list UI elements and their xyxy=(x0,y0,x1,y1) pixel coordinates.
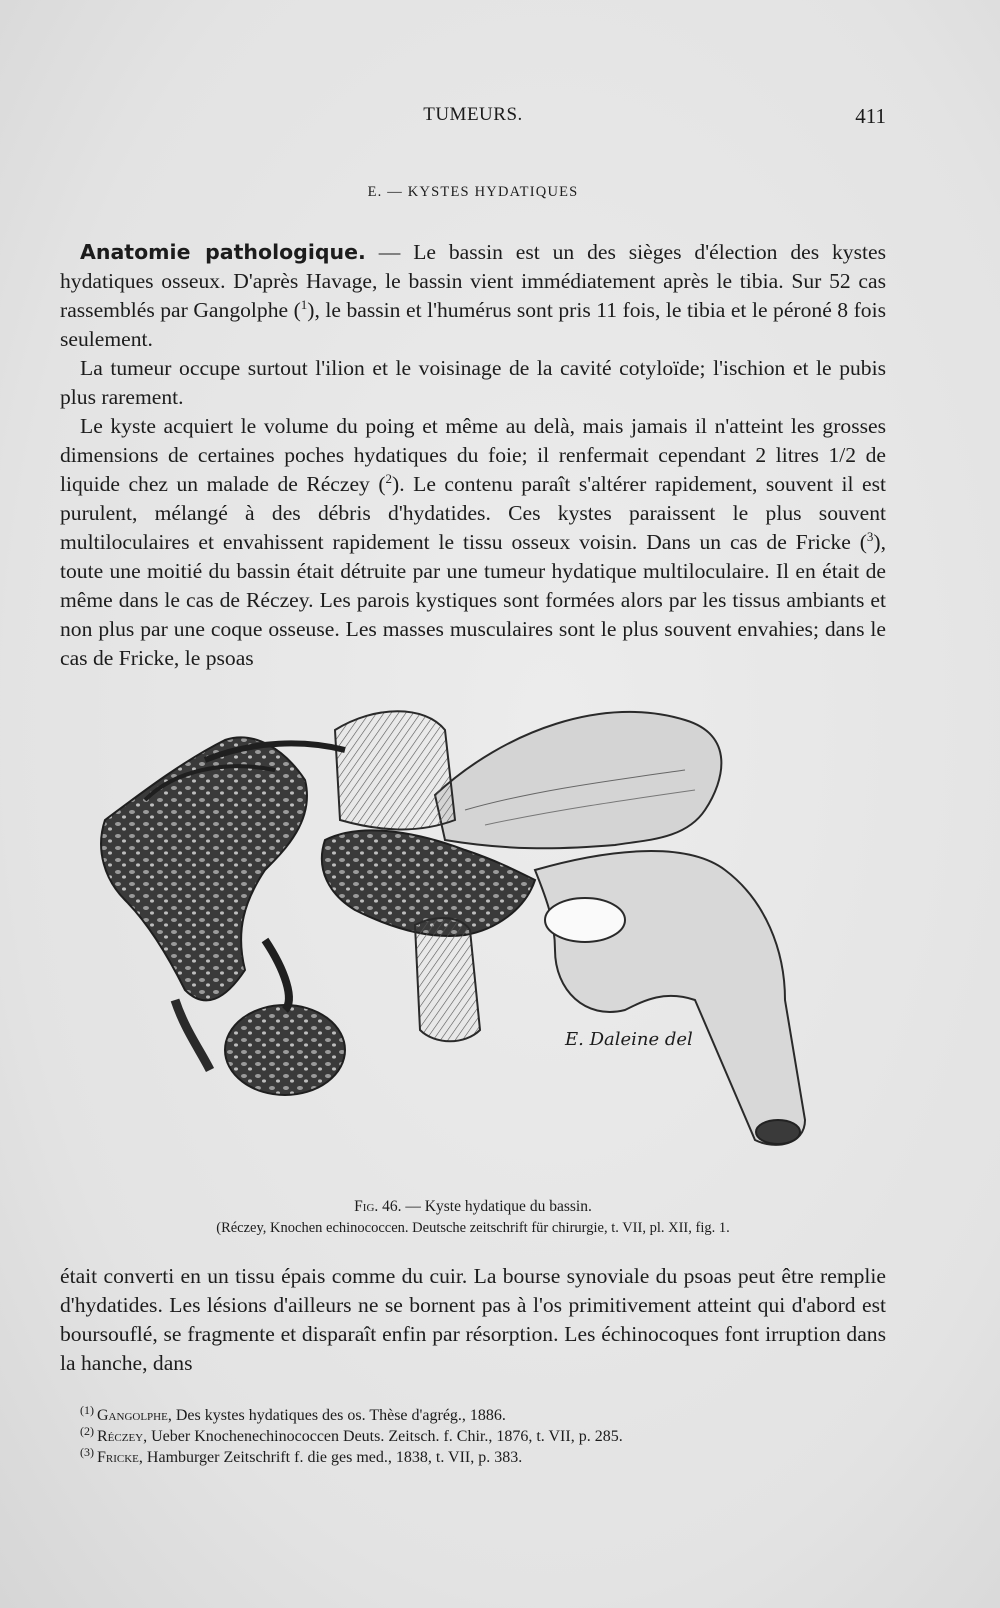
footnote-author: Gangolphe, xyxy=(97,1407,172,1424)
footnote-marker-number: 2 xyxy=(84,1423,90,1438)
footnote-2 xyxy=(80,1423,886,1447)
footnote-text: Hamburger Zeitschrift f. die ges med., 1838, t. VII, p. 383. xyxy=(142,1449,523,1466)
footnote-ref-1: 1 xyxy=(300,296,308,312)
sacrum-shape xyxy=(335,711,455,829)
footnotes xyxy=(80,1402,886,1468)
paragraph-1 xyxy=(60,238,886,354)
footnote-1 xyxy=(80,1402,886,1426)
femur-shape xyxy=(535,851,805,1145)
footnote-marker: (2) xyxy=(80,1423,94,1438)
body-text-bottom xyxy=(60,1262,886,1378)
figure-caption-label: Fig. 46. xyxy=(354,1198,402,1215)
section-heading: E. — KYSTES HYDATIQUES xyxy=(367,184,579,200)
paragraph-3-text-a: Le kyste acquiert le volume du poing et même au delà, mais jamais il n'atteint les grosses dimensions de certaines poches hydatiques du foie; il renfermait cependant 2 litres 1/2 de liquide chez un malade de Réczey ( xyxy=(60,414,886,496)
paragraph-2: La tumeur occupe surtout l'ilion et le voisinage de la cavité cotyloïde; l'ischion et le pubis plus rarement. xyxy=(60,356,886,409)
footnote-marker-number: 1 xyxy=(84,1402,90,1417)
footnote-author: Réczey, xyxy=(97,1428,148,1445)
figure-caption xyxy=(60,1198,886,1216)
page-number: 411 xyxy=(855,104,886,128)
footnote-ref-2: 2 xyxy=(385,470,393,486)
paragraph-1-text-a: — Le bassin est un des sièges d'élection des kystes hydatiques osseux. D'après Havage, le bassin vient immédiatement après le tibia. Sur 52 cas rassemblés par Gangolphe ( xyxy=(60,240,886,322)
footnote-text: Ueber Knochenechinococcen Deuts. Zeitsch. f. Chir., 1876, t. VII, p. 285. xyxy=(147,1428,623,1445)
figure-caption-title: — Kyste hydatique du bassin. xyxy=(401,1198,592,1215)
footnote-3 xyxy=(80,1444,886,1468)
figure-illustration xyxy=(85,700,885,1195)
footnote-marker-number: 3 xyxy=(84,1444,90,1459)
paragraph-1-text-b: ), le bassin et l'humérus sont pris 11 fois, le tibia et le péroné 8 fois seulement. xyxy=(60,298,887,351)
running-title: TUMEURS. xyxy=(423,104,523,125)
footnote-marker: (1) xyxy=(80,1402,94,1417)
paragraph-3-text-b: ). Le contenu paraît s'altérer rapidement, souvent il est purulent, mélangé à des débris d'hydatides. Ces kystes paraissent le plus souvent multiloculaires et envahissent rapidement le tissu osseux voisin. Dans un cas de Fricke ( xyxy=(60,472,886,554)
footnote-author: Fricke, xyxy=(97,1449,143,1466)
cyst-mass xyxy=(225,1005,345,1095)
footnote-marker: (3) xyxy=(80,1444,94,1459)
iliac-wing-shape xyxy=(435,712,721,848)
paragraph-3-text-c: ), toute une moitié du bassin était détruite par une tumeur hydatique multiloculaire. Il en était de même dans le cas de Réczey. Les parois kystiques sont formées alors par les tissus ambiants et non plus par une coque osseuse. Les masses musculaires sont le plus souvent envahies; dans le cas de Fricke, le psoas xyxy=(60,530,886,670)
body-text-top xyxy=(60,238,886,673)
lead-in-heading: Anatomie pathologique. xyxy=(80,240,366,264)
running-head xyxy=(60,104,886,134)
paragraph-3 xyxy=(60,412,886,673)
engraver-signature: E. Daleine del xyxy=(565,1029,693,1050)
spine-shape xyxy=(415,918,480,1041)
figure-source: (Réczey, Knochen echinococcen. Deutsche zeitschrift für chirurgie, t. VII, pl. XII, fig. 1. xyxy=(216,1220,730,1236)
paragraph-4: était converti en un tissu épais comme du cuir. La bourse synoviale du psoas peut être remplie d'hydatides. Les lésions d'ailleurs ne se bornent pas à l'os primitivement atteint qui d'abord est boursouflé, se fragmente et disparaît enfin par résorption. Les échinocoques font irruption dans la hanche, dans xyxy=(60,1264,886,1375)
pelvis-engraving xyxy=(85,700,885,1195)
footnote-ref-3: 3 xyxy=(866,528,874,544)
footnote-text: Des kystes hydatiques des os. Thèse d'agrég., 1886. xyxy=(171,1407,506,1424)
